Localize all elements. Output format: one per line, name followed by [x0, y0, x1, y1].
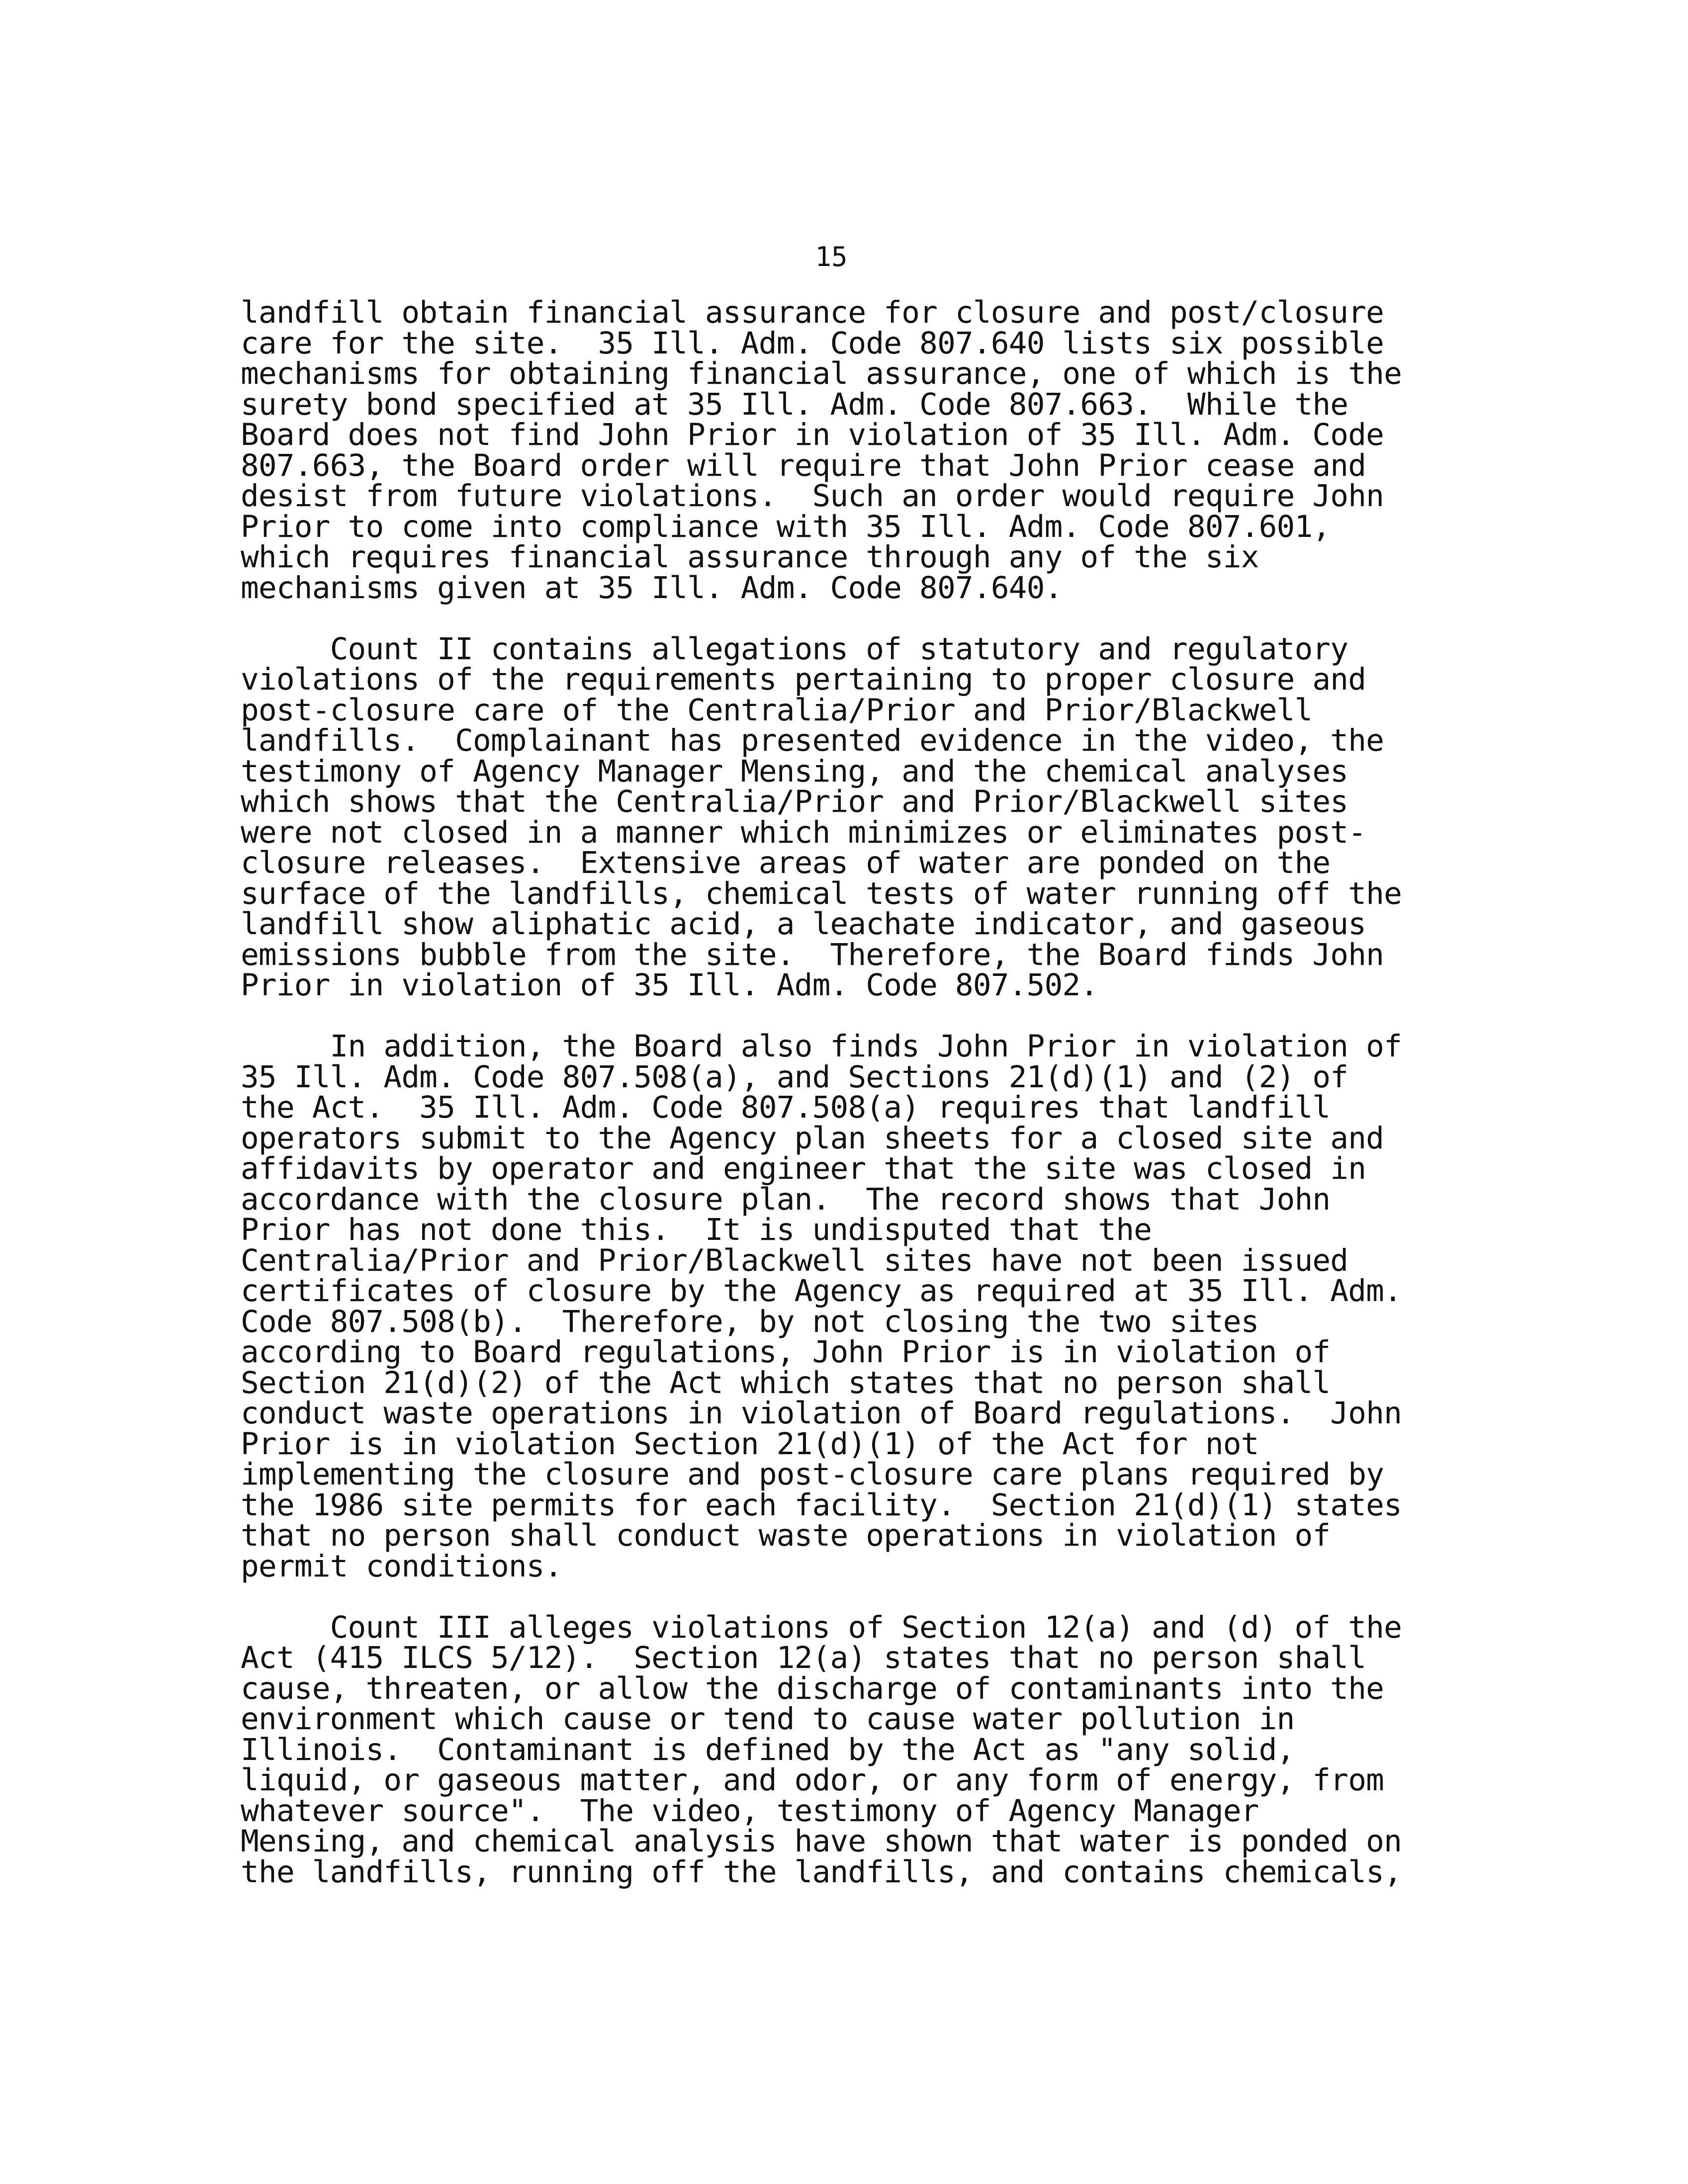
page-number: 15 — [815, 241, 848, 272]
text-line: surety bond specified at 35 Ill. Adm. Code 807.663. While the — [241, 386, 1348, 422]
text-line: Act (415 ILCS 5/12). Section 12(a) states that no person shall — [241, 1640, 1366, 1675]
text-line: Board does not find John Prior in violation of 35 Ill. Adm. Code — [241, 417, 1384, 452]
text-line: operators submit to the Agency plan sheets for a closed site and — [241, 1120, 1384, 1156]
text-line: landfills. Complainant has presented evidence in the video, the — [241, 723, 1384, 758]
text-line: Illinois. Contaminant is defined by the Act as "any solid, — [241, 1732, 1295, 1767]
text-line: Count II contains allegations of statutory and regulatory — [241, 631, 1348, 667]
text-line: Prior has not done this. It is undisputed that the — [241, 1212, 1152, 1247]
text-line: cause, threaten, or allow the discharge of contaminants into the — [241, 1670, 1384, 1706]
text-line: whatever source". The video, testimony of Agency Manager — [241, 1793, 1259, 1829]
text-line: Prior to come into compliance with 35 Ill. Adm. Code 807.601, — [241, 509, 1331, 544]
text-line: accordance with the closure plan. The record shows that John — [241, 1181, 1331, 1217]
text-line: closure releases. Extensive areas of water are ponded on the — [241, 845, 1331, 880]
text-line: Prior in violation of 35 Ill. Adm. Code 807.502. — [241, 967, 1098, 1003]
text-line: certificates of closure by the Agency as required at 35 Ill. Adm. — [241, 1273, 1402, 1309]
text-line: emissions bubble from the site. Therefore, the Board finds John — [241, 937, 1384, 972]
text-line: liquid, or gaseous matter, and odor, or any form of energy, from — [241, 1762, 1384, 1798]
text-line: Code 807.508(b). Therefore, by not closing the two sites — [241, 1304, 1259, 1339]
text-line: the landfills, running off the landfills, and contains chemicals, — [241, 1854, 1402, 1890]
text-line: which shows that the Centralia/Prior and Prior/Blackwell sites — [241, 784, 1348, 819]
paragraph — [241, 1609, 1469, 1890]
text-line: 35 Ill. Adm. Code 807.508(a), and Sections 21(d)(1) and (2) of — [241, 1059, 1348, 1095]
text-line: affidavits by operator and engineer that the site was closed in — [241, 1151, 1366, 1186]
text-line: landfill obtain financial assurance for closure and post/closure — [241, 295, 1384, 330]
text-line: environment which cause or tend to cause water pollution in — [241, 1701, 1295, 1737]
text-line: that no person shall conduct waste operations in violation of — [241, 1518, 1331, 1553]
text-line: Prior is in violation Section 21(d)(1) of the Act for not — [241, 1426, 1259, 1462]
text-line: desist from future violations. Such an order would require John — [241, 478, 1384, 514]
text-line: Section 21(d)(2) of the Act which states that no person shall — [241, 1365, 1331, 1400]
text-line: Count III alleges violations of Section 12(a) and (d) of the — [241, 1609, 1402, 1645]
text-line: which requires financial assurance through any of the six — [241, 539, 1259, 575]
text-line: landfill show aliphatic acid, a leachate indicator, and gaseous — [241, 906, 1366, 942]
text-line: implementing the closure and post-closure care plans required by — [241, 1457, 1384, 1492]
text-line: care for the site. 35 Ill. Adm. Code 807.640 lists six possible — [241, 325, 1384, 361]
text-line: surface of the landfills, chemical tests of water running off the — [241, 875, 1402, 911]
text-line: post-closure care of the Centralia/Prior and Prior/Blackwell — [241, 692, 1313, 728]
text-line: mechanisms given at 35 Ill. Adm. Code 807.640. — [241, 570, 1063, 606]
paragraph — [241, 295, 1469, 606]
text-line: according to Board regulations, John Prior is in violation of — [241, 1334, 1331, 1370]
text-line: violations of the requirements pertaining to proper closure and — [241, 662, 1366, 697]
text-line: testimony of Agency Manager Mensing, and the chemical analyses — [241, 753, 1348, 789]
paragraph — [241, 631, 1469, 1003]
text-line: were not closed in a manner which minimizes or eliminates post- — [241, 814, 1366, 850]
body-text — [241, 297, 1469, 1918]
text-line: In addition, the Board also finds John Prior in violation of — [241, 1029, 1402, 1064]
paragraph — [241, 1029, 1469, 1584]
text-line: conduct waste operations in violation of Board regulations. John — [241, 1396, 1402, 1431]
text-line: permit conditions. — [241, 1548, 562, 1584]
text-line: Mensing, and chemical analysis have shown that water is ponded on — [241, 1824, 1402, 1859]
text-line: the Act. 35 Ill. Adm. Code 807.508(a) requires that landfill — [241, 1090, 1331, 1125]
text-line: 807.663, the Board order will require that John Prior cease and — [241, 447, 1366, 483]
text-line: mechanisms for obtaining financial assurance, one of which is the — [241, 356, 1402, 391]
text-line: the 1986 site permits for each facility. Section 21(d)(1) states — [241, 1487, 1402, 1523]
text-line: Centralia/Prior and Prior/Blackwell sites have not been issued — [241, 1242, 1348, 1278]
